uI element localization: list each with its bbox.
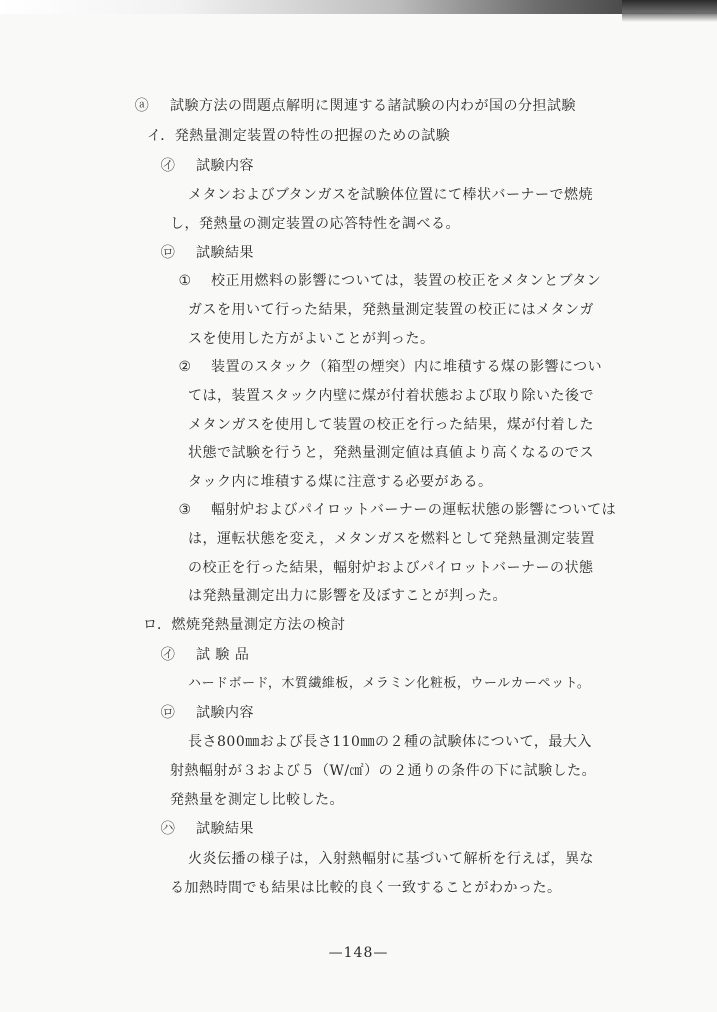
item-marker: ㋑	[160, 158, 176, 174]
line-text: 長さ800㎜および長さ110㎜の２種の試験体について，最大入	[188, 734, 592, 750]
line-text: イ．発熱量測定装置の特性の把握のための試験	[147, 128, 451, 144]
subsection-heading	[147, 127, 450, 145]
item-marker: ①	[178, 273, 192, 289]
line-text: 試験内容	[195, 705, 254, 721]
line-text: 射熱輻射が３および５（W/㎠）の２通りの条件の下に試験した。	[170, 763, 597, 779]
paragraph-line	[188, 473, 493, 491]
line-text: 試 験 品	[195, 647, 250, 663]
item-marker: ㋑	[160, 647, 176, 663]
paragraph-line	[170, 215, 460, 233]
paragraph-line	[188, 559, 593, 577]
line-text: 装置のスタック（箱型の煙突）内に堆積する煤の影響につい	[210, 359, 603, 375]
item-heading	[159, 244, 254, 262]
paragraph-line	[188, 387, 594, 405]
item-marker: ⓐ	[134, 98, 150, 114]
line-text: スを使用した方がよいことが判った。	[188, 331, 435, 347]
item-marker: ㋩	[160, 821, 176, 837]
item-heading	[159, 820, 254, 838]
scan-corner-shadow	[622, 0, 717, 22]
paragraph-line	[188, 416, 594, 434]
line-text: 試験結果	[195, 821, 254, 837]
line-text: る加熱時間でも結果は比較的良く一致することがわかった。	[170, 880, 562, 896]
scan-edge-shadow	[0, 0, 717, 14]
line-text: ハードボード，木質繊維板，メラミン化粧板，ウールカーペット。	[188, 676, 591, 691]
numbered-item	[176, 358, 602, 376]
line-text: ロ．燃焼発熱量測定方法の検討	[143, 617, 346, 633]
line-text: メタンガスを使用して装置の校正を行った結果，煤が付着した	[188, 417, 594, 433]
paragraph-line	[188, 530, 595, 548]
line-text: し，発熱量の測定装置の応答特性を調べる。	[170, 216, 460, 232]
line-text: 発熱量を測定し比較した。	[170, 792, 344, 808]
page-number: —148—	[328, 945, 389, 961]
paragraph-line	[170, 879, 562, 897]
item-marker: ②	[178, 359, 192, 375]
item-heading	[159, 157, 254, 175]
line-text: は，運転状態を変え，メタンガスを燃料として発熱量測定装置	[188, 531, 595, 547]
paragraph-line	[188, 444, 594, 462]
line-text: 校正用燃料の影響については，装置の校正をメタンとブタン	[210, 273, 602, 289]
item-marker: ③	[178, 502, 192, 518]
paragraph-line	[188, 850, 594, 868]
item-heading	[159, 704, 254, 722]
line-text: 試験結果	[195, 245, 254, 261]
subsection-heading	[143, 616, 345, 634]
item-marker: ㋺	[160, 245, 176, 261]
line-text: は発熱量測定出力に影響を及ぼすことが判った。	[188, 588, 507, 604]
paragraph-line	[188, 330, 435, 348]
line-text: 状態で試験を行うと，発熱量測定値は真値より高くなるのでス	[188, 445, 594, 461]
line-text: の校正を行った結果，輻射炉およびパイロットバーナーの状態	[188, 560, 594, 576]
paragraph-line	[188, 186, 593, 204]
paragraph-line	[170, 762, 596, 780]
line-text: 試験方法の問題点解明に関連する諸試験の内わが国の分担試験	[169, 98, 576, 114]
line-text: タック内に堆積する煤に注意する必要がある。	[188, 474, 493, 490]
item-marker: ㋺	[160, 705, 176, 721]
line-text: ては，装置スタック内壁に煤が付着状態および取り除いた後で	[188, 388, 594, 404]
paragraph-line	[188, 675, 590, 693]
numbered-item	[176, 272, 601, 290]
line-text: メタンおよびブタンガスを試験体位置にて棒状バーナーで燃焼	[188, 187, 594, 203]
paragraph-line	[188, 733, 592, 751]
paragraph-line	[188, 587, 507, 605]
line-text: ガスを用いて行った結果，発熱量測定装置の校正にはメタンガ	[188, 302, 594, 318]
line-text: 火炎伝播の様子は，入射熱輻射に基づいて解析を行えば，異な	[188, 851, 594, 867]
line-text: 試験内容	[195, 158, 254, 174]
paragraph-line	[170, 791, 344, 809]
paragraph-line	[188, 301, 594, 319]
section-heading	[133, 97, 576, 115]
item-heading	[159, 646, 249, 664]
line-text: 輻射炉およびパイロットバーナーの運転状態の影響については	[210, 502, 617, 518]
numbered-item	[176, 501, 616, 519]
